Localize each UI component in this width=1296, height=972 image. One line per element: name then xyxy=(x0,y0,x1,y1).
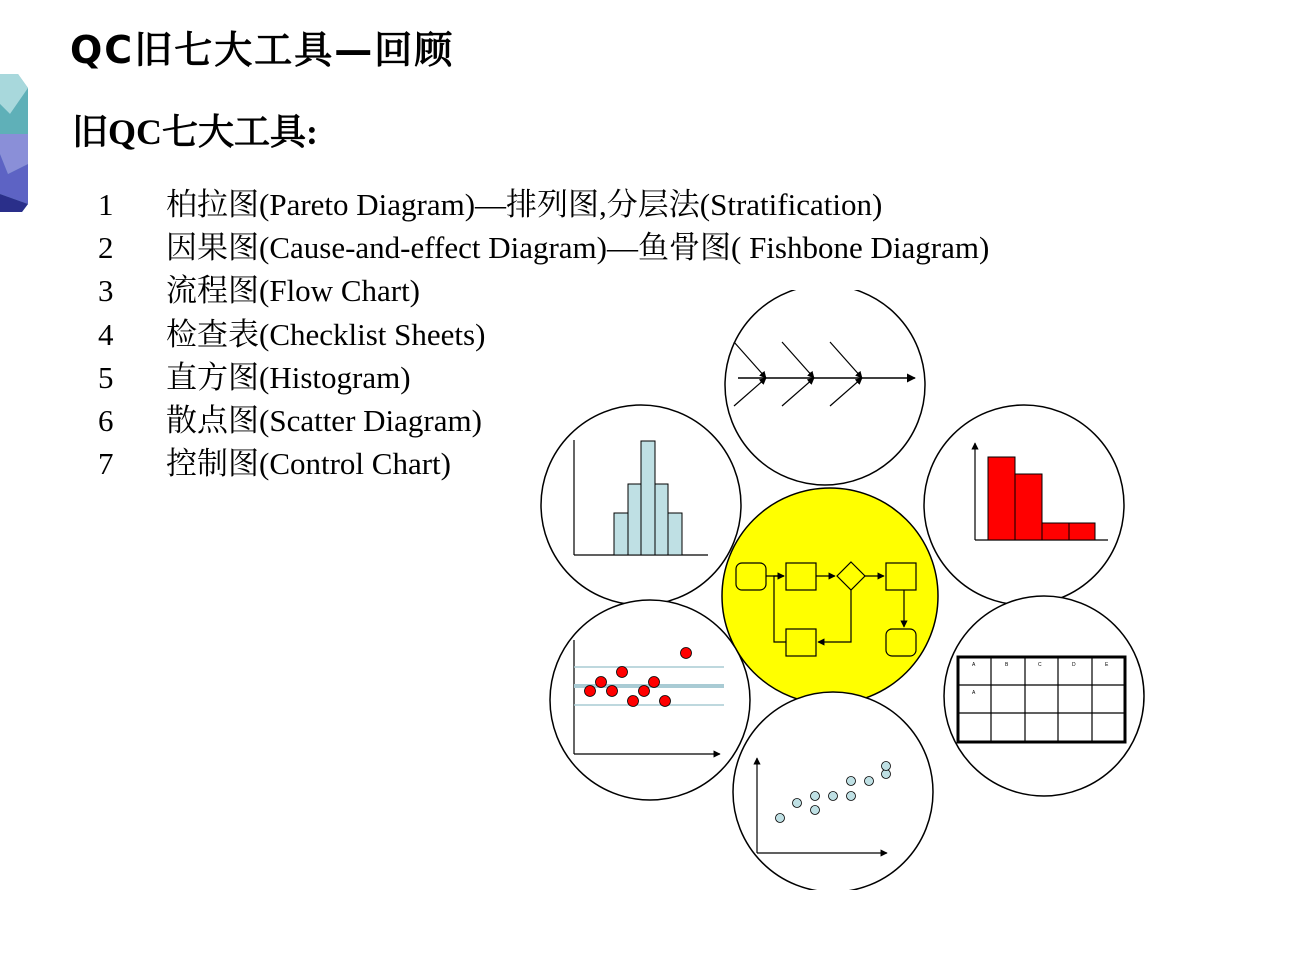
seven-tools-illustration xyxy=(536,290,1148,890)
section-subtitle: 旧QC七大工具: xyxy=(72,112,318,152)
check-column-header: C xyxy=(1038,662,1042,668)
list-number: 7 xyxy=(98,446,114,482)
check-column-header: A xyxy=(972,662,976,668)
list-item xyxy=(98,226,989,269)
pareto-chart-icon xyxy=(924,405,1124,605)
list-number: 5 xyxy=(98,359,114,395)
scatter-diagram-icon xyxy=(733,692,933,890)
list-number: 6 xyxy=(98,402,114,438)
control-chart-icon xyxy=(550,600,750,800)
list-number: 3 xyxy=(98,273,114,309)
fishbone-diagram-icon xyxy=(725,290,925,485)
list-number: 4 xyxy=(98,316,114,352)
list-text: 柏拉图(Pareto Diagram)—排列图,分层法(Stratification) xyxy=(166,187,883,222)
decorative-corner-graphic xyxy=(0,74,30,212)
list-text: 检查表(Checklist Sheets) xyxy=(166,316,486,352)
list-text: 散点图(Scatter Diagram) xyxy=(166,402,482,438)
list-text: 流程图(Flow Chart) xyxy=(166,273,421,309)
list-number: 2 xyxy=(98,230,114,266)
checklist-sheet-icon xyxy=(944,596,1144,796)
list-text: 直方图(Histogram) xyxy=(166,359,411,395)
list-item xyxy=(98,183,989,226)
check-row-header: A xyxy=(972,690,976,696)
check-column-header: E xyxy=(1105,662,1109,668)
list-text: 因果图(Cause-and-effect Diagram)—鱼骨图( Fishbone Diagram) xyxy=(166,230,990,266)
check-column-header: B xyxy=(1005,662,1009,668)
page-title: QC旧七大工具—回顾 xyxy=(70,28,455,72)
check-column-header: D xyxy=(1072,662,1076,668)
flow-chart-icon xyxy=(722,488,938,704)
list-text: 控制图(Control Chart) xyxy=(166,446,451,482)
histogram-icon xyxy=(541,405,741,605)
list-number: 1 xyxy=(98,187,114,222)
